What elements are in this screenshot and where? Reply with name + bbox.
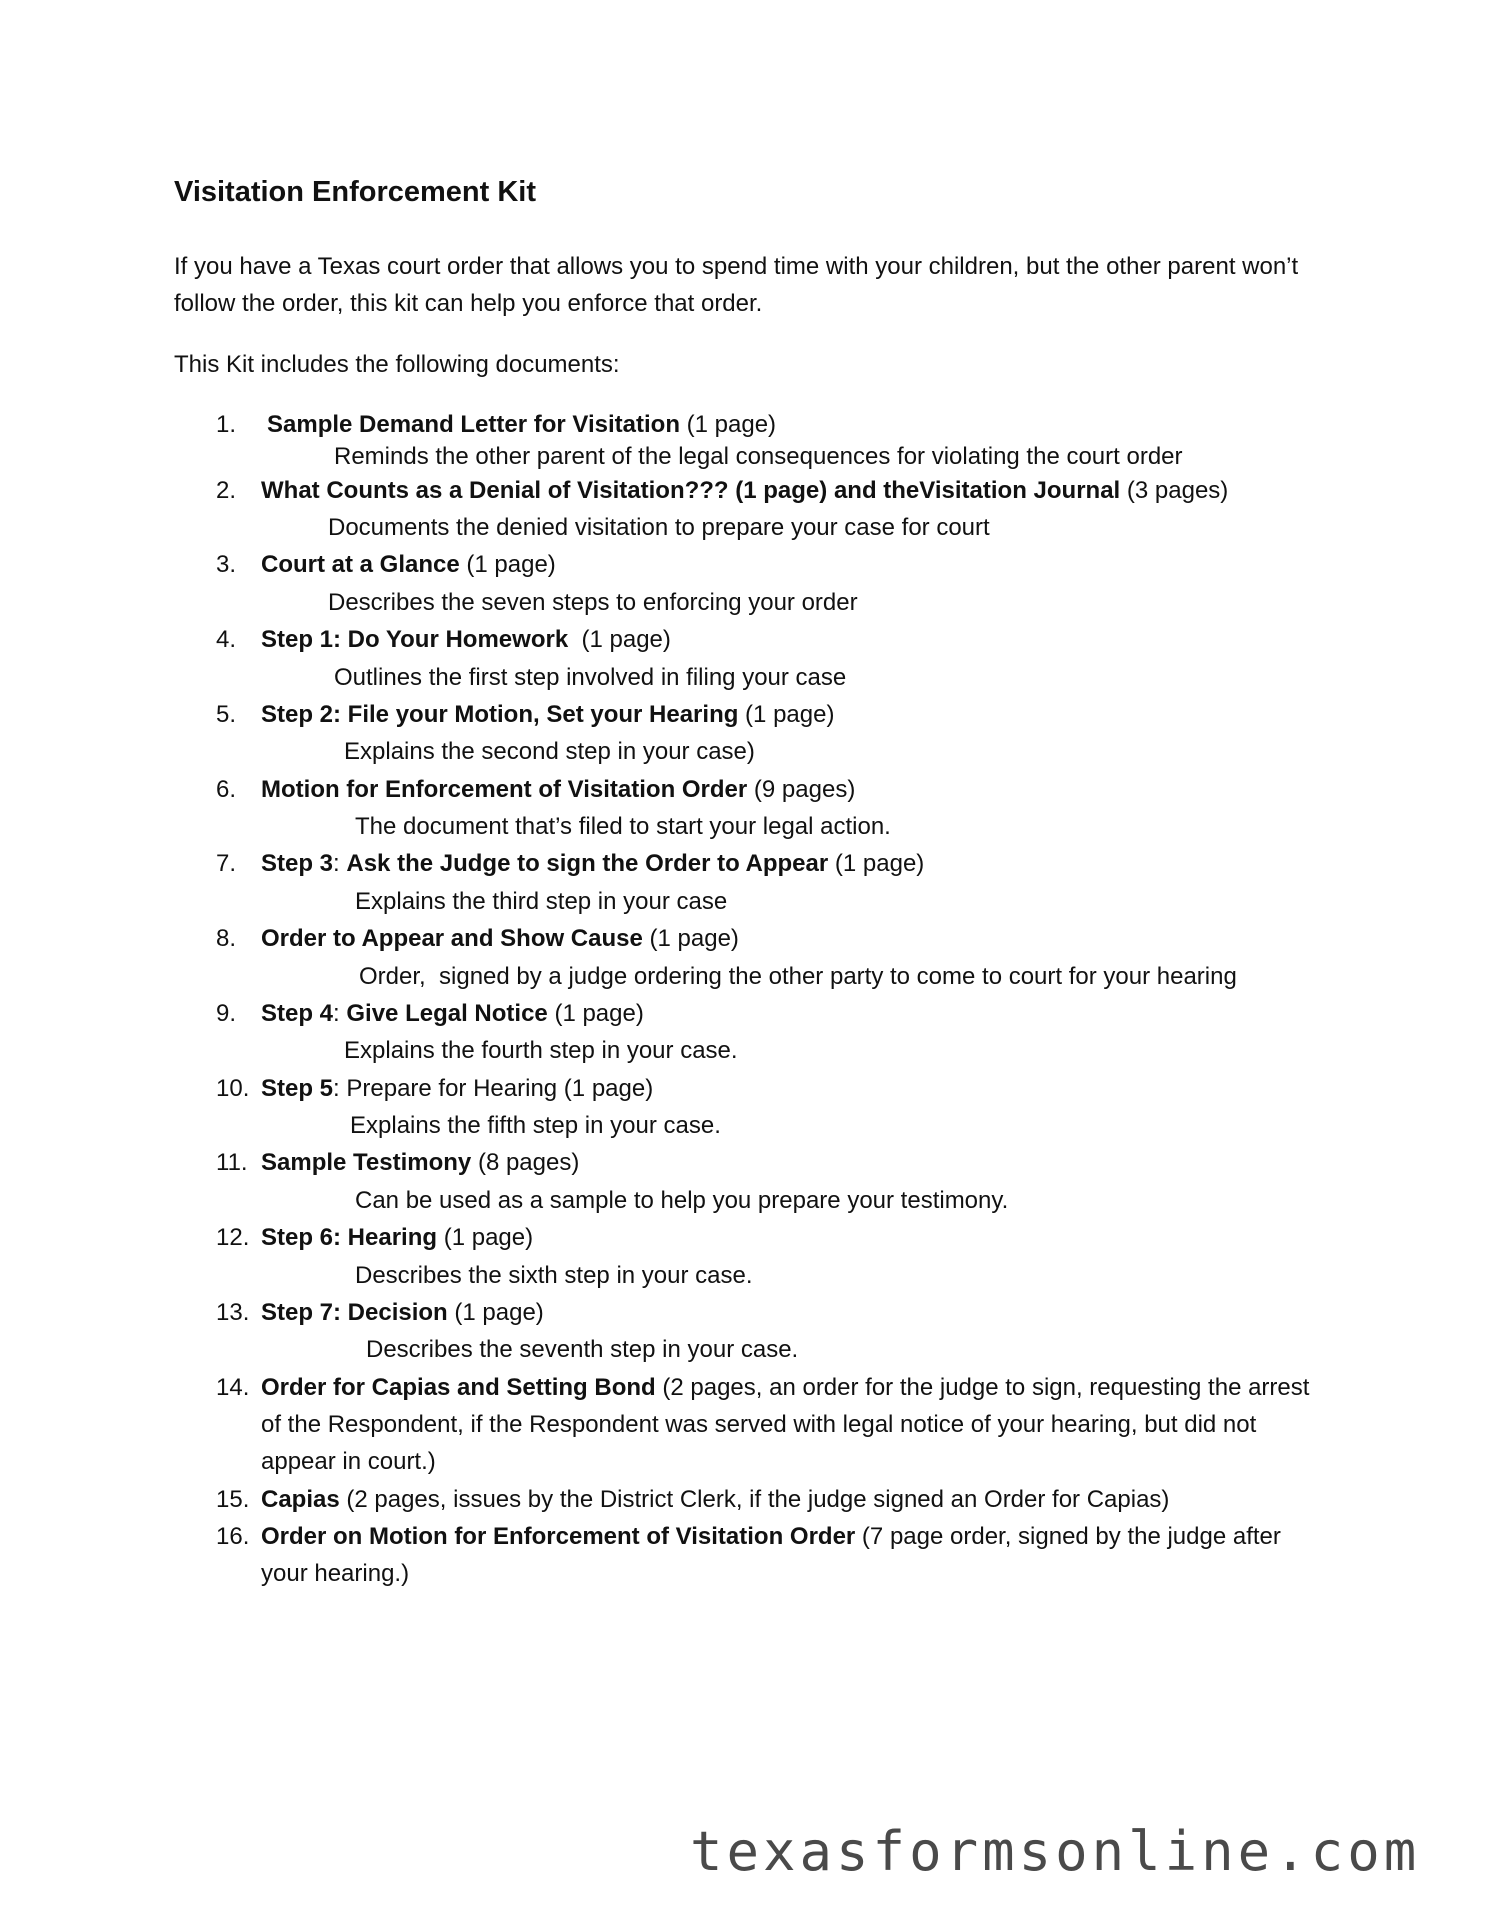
item-description: Reminds the other parent of the legal consequences for violating the court order (334, 443, 1183, 470)
list-item-title (261, 1369, 1321, 1480)
list-item-title (261, 771, 1321, 808)
item-bold-text: Step 7: Decision (261, 1299, 448, 1326)
list-number: 9. (216, 1000, 237, 1027)
list-item-title (261, 696, 1321, 733)
list-number: 7. (216, 850, 237, 877)
item-detail-text: (1 page) (642, 925, 739, 952)
list-number: 4. (216, 626, 237, 653)
item-bold-text: Court at a Glance (261, 551, 460, 578)
page-title: Visitation Enforcement Kit (174, 176, 537, 208)
list-number: 1. (216, 411, 237, 438)
item-description: Describes the seventh step in your case. (366, 1336, 799, 1363)
item-detail-text: (2 pages, an order for the judge to sign, requesting the arrest of the Respondent, if the Respondent was served with legal notice of your hearing, but did not appear in court.) (261, 1374, 1310, 1475)
item-detail-text: (1 page) (447, 1299, 544, 1326)
item-bold-text: Step 3 (261, 850, 334, 877)
item-bold-text: Order for Capias and Setting Bond (261, 1374, 656, 1401)
item-bold-text: Step 2: File your Motion, Set your Hearing (261, 701, 739, 728)
list-number: 16. (216, 1523, 250, 1550)
item-description: Explains the second step in your case) (344, 738, 755, 765)
item-detail-text: (3 pages) (1120, 477, 1229, 504)
list-item-title (261, 1144, 1321, 1181)
list-number: 14. (216, 1374, 250, 1401)
list-item-title (261, 621, 1321, 658)
list-item-title (261, 546, 1321, 583)
list-item-title (261, 1219, 1321, 1256)
list-item-title (261, 1481, 1321, 1518)
list-item-title (261, 995, 1321, 1032)
list-number: 15. (216, 1486, 250, 1513)
item-description: The document that’s filed to start your legal action. (355, 813, 891, 840)
list-number: 2. (216, 477, 237, 504)
item-description: Documents the denied visitation to prepare your case for court (328, 514, 990, 541)
list-item-title (261, 1070, 1321, 1107)
item-detail-text: (1 page) (437, 1224, 534, 1251)
list-item-title (261, 472, 1321, 509)
item-description: Describes the sixth step in your case. (355, 1262, 753, 1289)
list-number: 10. (216, 1075, 250, 1102)
item-description: Explains the fourth step in your case. (344, 1037, 738, 1064)
item-detail-text: (1 page) (547, 1000, 644, 1027)
item-bold-text: Order to Appear and Show Cause (261, 925, 643, 952)
item-bold-text: Sample Testimony (261, 1149, 472, 1176)
item-description: Order, signed by a judge ordering the other party to come to court for your hearing (359, 963, 1237, 990)
item-detail-text: : Prepare for Hearing (1 page) (333, 1075, 654, 1102)
item-detail-text: (1 page) (459, 551, 556, 578)
item-bold-text: What Counts as a Denial of Visitation??? (1 page) and theVisitation Journal (261, 477, 1121, 504)
item-description: Can be used as a sample to help you prepare your testimony. (355, 1187, 1009, 1214)
list-item-title (261, 1294, 1321, 1331)
list-number: 12. (216, 1224, 250, 1251)
list-item-title (261, 920, 1321, 957)
item-bold-text: Sample Demand Letter for Visitation (267, 411, 680, 438)
list-number: 6. (216, 776, 237, 803)
includes-label: This Kit includes the following documents: (174, 351, 620, 378)
item-bold-text: Step 6: Hearing (261, 1224, 438, 1251)
list-number: 11. (216, 1149, 248, 1176)
item-detail-text: (8 pages) (471, 1149, 580, 1176)
item-bold-text: Give Legal Notice (346, 1000, 548, 1027)
item-bold-text: Step 1: Do Your Homework (261, 626, 569, 653)
item-bold-text: Ask the Judge to sign the Order to Appear (346, 850, 829, 877)
item-detail-text: : (333, 1000, 347, 1027)
item-detail-text: : (333, 850, 347, 877)
intro-paragraph: If you have a Texas court order that allows you to spend time with your children, but the other parent won’t follow the order, this kit can help you enforce that order. (174, 253, 1299, 317)
item-description: Explains the third step in your case (355, 888, 728, 915)
item-description: Describes the seven steps to enforcing your order (328, 589, 858, 616)
item-bold-text: Step 5 (261, 1075, 334, 1102)
item-detail-text: (1 page) (568, 626, 671, 653)
item-detail-text: (1 page) (828, 850, 925, 877)
item-bold-text: Motion for Enforcement of Visitation Order (261, 776, 748, 803)
list-number: 3. (216, 551, 237, 578)
item-detail-text: (2 pages, issues by the District Clerk, if the judge signed an Order for Capias) (339, 1486, 1170, 1513)
item-detail-text: (1 page) (679, 411, 777, 438)
item-bold-text: Step 4 (261, 1000, 334, 1027)
item-detail-text: (1 page) (738, 701, 835, 728)
item-detail-text: (9 pages) (747, 776, 856, 803)
item-bold-text: Order on Motion for Enforcement of Visitation Order (261, 1523, 856, 1550)
watermark-text: texasformsonline.com (690, 1820, 1421, 1883)
item-description: Explains the fifth step in your case. (350, 1112, 721, 1139)
item-description: Outlines the first step involved in filing your case (334, 664, 847, 691)
item-bold-text: Capias (261, 1486, 340, 1513)
list-number: 8. (216, 925, 237, 952)
item-detail-text: (7 page order, signed by the judge after your hearing.) (261, 1523, 1281, 1587)
list-item-title (261, 845, 1321, 882)
list-item-title (261, 1518, 1321, 1592)
list-number: 5. (216, 701, 237, 728)
list-number: 13. (216, 1299, 250, 1326)
